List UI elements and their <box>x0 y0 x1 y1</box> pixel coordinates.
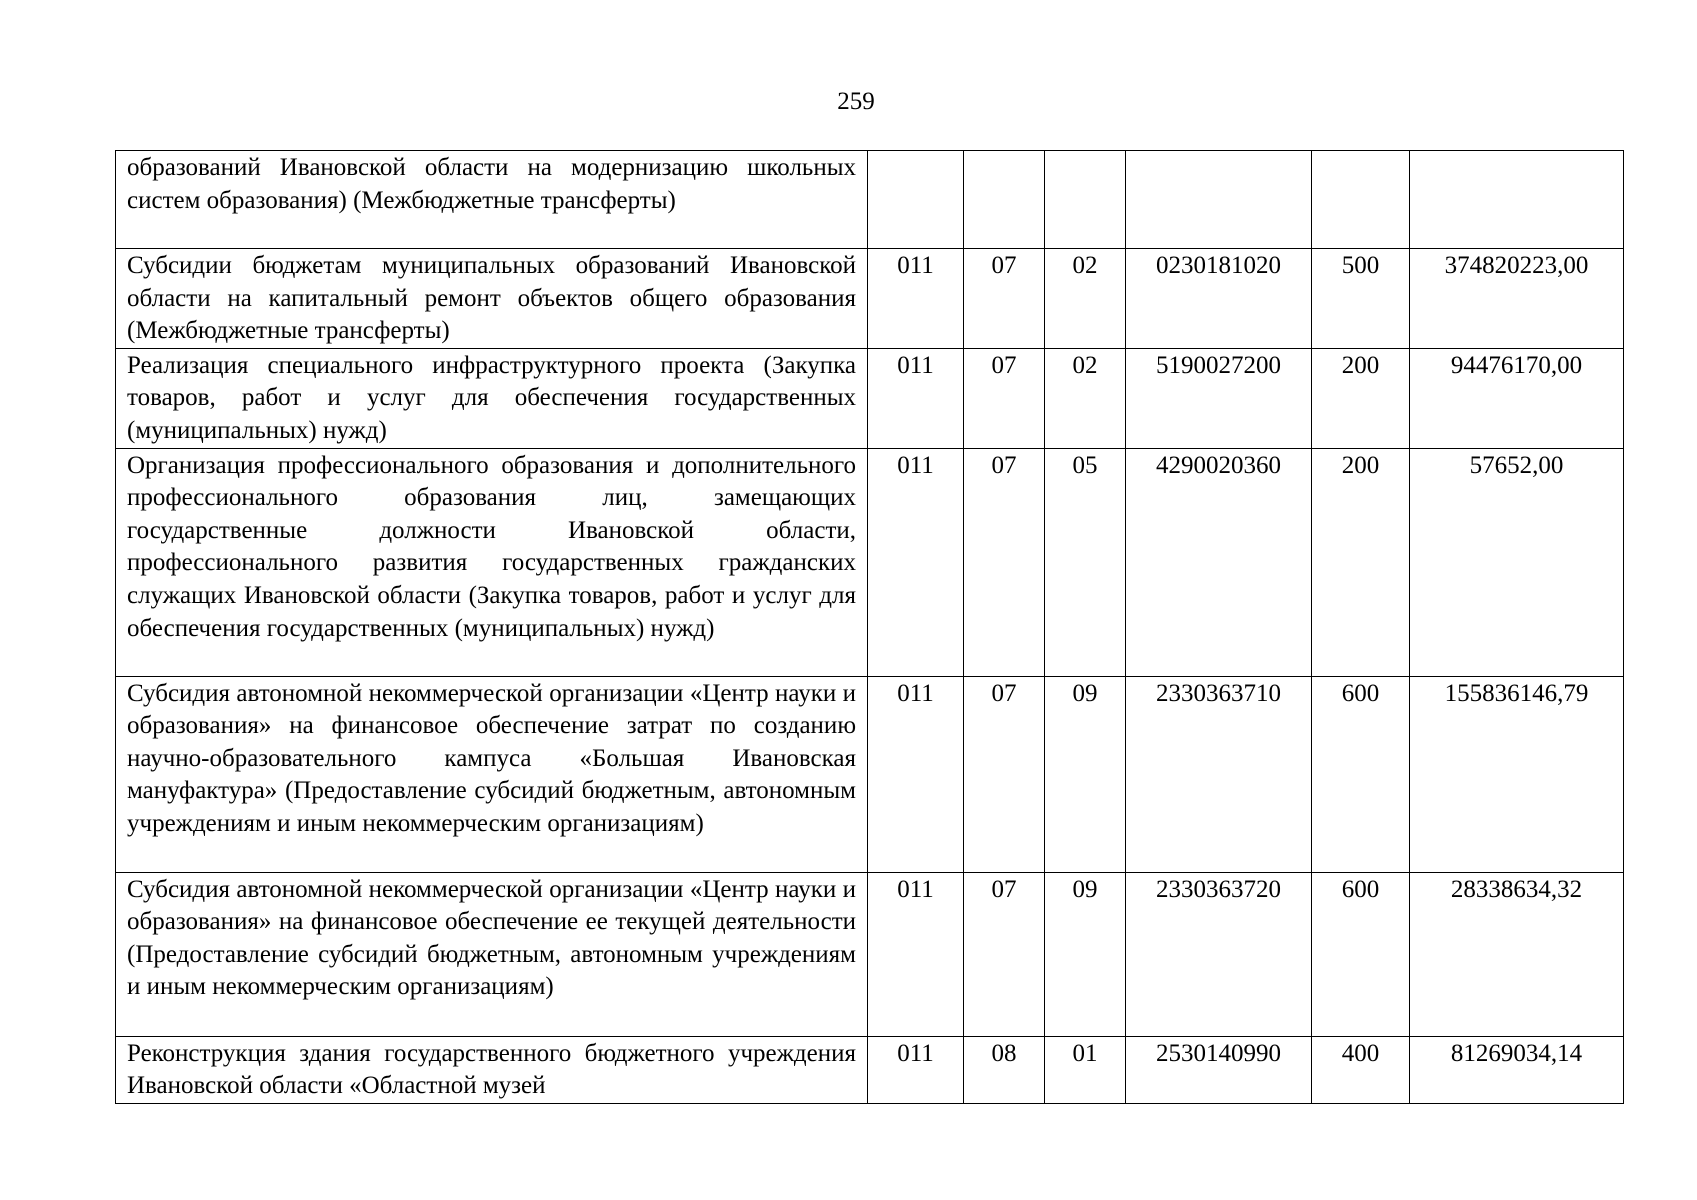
row-amount: 57652,00 <box>1410 448 1624 676</box>
row-gov-code: 011 <box>868 676 964 872</box>
table-row <box>116 1036 1624 1103</box>
row-section-code: 07 <box>964 676 1045 872</box>
row-section-code: 08 <box>964 1036 1045 1103</box>
row-subsection-code: 02 <box>1045 348 1126 448</box>
row-expense-type: 600 <box>1312 872 1410 1036</box>
row-section-code: 07 <box>964 348 1045 448</box>
table-row <box>116 151 1624 249</box>
row-gov-code: 011 <box>868 448 964 676</box>
row-gov-code: 011 <box>868 872 964 1036</box>
row-gov-code: 011 <box>868 1036 964 1103</box>
row-target-code: 2330363710 <box>1126 676 1312 872</box>
table-row <box>116 448 1624 676</box>
row-subsection-code: 09 <box>1045 676 1126 872</box>
row-gov-code: 011 <box>868 249 964 349</box>
table-row <box>116 348 1624 448</box>
table-row <box>116 676 1624 872</box>
row-target-code: 0230181020 <box>1126 249 1312 349</box>
row-description: Реализация специального инфраструктурного проекта (Закупка товаров, работ и услуг для обеспечения государственных (муниципальных) нужд) <box>116 348 868 448</box>
row-description: Реконструкция здания государственного бюджетного учреждения Ивановской области «Областной музей <box>116 1036 868 1103</box>
row-expense-type <box>1312 151 1410 249</box>
row-subsection-code: 05 <box>1045 448 1126 676</box>
row-amount: 374820223,00 <box>1410 249 1624 349</box>
row-target-code: 5190027200 <box>1126 348 1312 448</box>
row-section-code: 07 <box>964 448 1045 676</box>
row-subsection-code: 02 <box>1045 249 1126 349</box>
row-target-code: 2330363720 <box>1126 872 1312 1036</box>
row-gov-code <box>868 151 964 249</box>
table-row <box>116 249 1624 349</box>
budget-table <box>115 150 1624 1104</box>
row-description: Субсидия автономной некоммерческой организации «Центр науки и образования» на финансовое обеспечение ее текущей деятельности (Предоставление субсидий бюджетным, автономным учреждениям и иным некоммерческим организациям) <box>116 872 868 1036</box>
row-gov-code: 011 <box>868 348 964 448</box>
row-target-code <box>1126 151 1312 249</box>
row-amount: 155836146,79 <box>1410 676 1624 872</box>
row-target-code: 2530140990 <box>1126 1036 1312 1103</box>
row-subsection-code: 01 <box>1045 1036 1126 1103</box>
row-amount: 81269034,14 <box>1410 1036 1624 1103</box>
row-expense-type: 200 <box>1312 448 1410 676</box>
row-section-code: 07 <box>964 249 1045 349</box>
row-expense-type: 200 <box>1312 348 1410 448</box>
row-expense-type: 500 <box>1312 249 1410 349</box>
row-amount <box>1410 151 1624 249</box>
row-description: Субсидии бюджетам муниципальных образований Ивановской области на капитальный ремонт объектов общего образования (Межбюджетные трансферты) <box>116 249 868 349</box>
row-expense-type: 400 <box>1312 1036 1410 1103</box>
table-row <box>116 872 1624 1036</box>
row-section-code: 07 <box>964 872 1045 1036</box>
row-subsection-code <box>1045 151 1126 249</box>
row-amount: 94476170,00 <box>1410 348 1624 448</box>
row-target-code: 4290020360 <box>1126 448 1312 676</box>
row-description: Субсидия автономной некоммерческой организации «Центр науки и образования» на финансовое обеспечение затрат по созданию научно-образовательного кампуса «Большая Ивановская мануфактура» (Предоставление субсидий бюджетным, автономным учреждениям и иным некоммерческим организациям) <box>116 676 868 872</box>
row-description: образований Ивановской области на модернизацию школьных систем образования) (Межбюджетные трансферты) <box>116 151 868 249</box>
page-number: 259 <box>837 88 875 115</box>
row-section-code <box>964 151 1045 249</box>
row-subsection-code: 09 <box>1045 872 1126 1036</box>
row-description: Организация профессионального образования и дополнительного профессионального образования лиц, замещающих государственные должности Ивановской области, профессионального развития государственных гражданских служащих Ивановской области (Закупка товаров, работ и услуг для обеспечения государственных (муниципальных) нужд) <box>116 448 868 676</box>
row-amount: 28338634,32 <box>1410 872 1624 1036</box>
row-expense-type: 600 <box>1312 676 1410 872</box>
